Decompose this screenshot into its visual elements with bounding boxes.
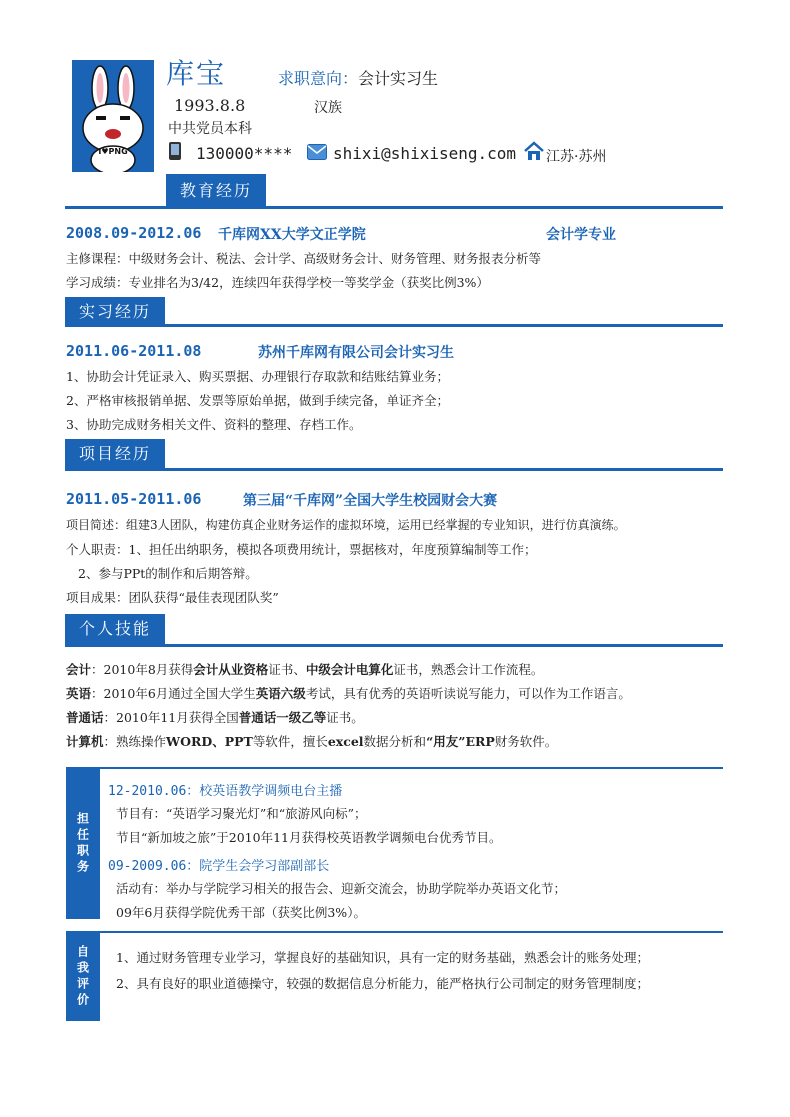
skill-separator: ： bbox=[103, 710, 117, 725]
education-period: 2008.09-2012.06 bbox=[66, 224, 202, 242]
project-item: 2、参与PPt的制作和后期答辩。 bbox=[78, 566, 258, 581]
position-entry-2 bbox=[108, 855, 329, 874]
skill-row-computer bbox=[66, 732, 557, 750]
section-divider bbox=[66, 931, 723, 933]
project-item: 个人职责：1、担任出纳职务，模拟各项费用统计，票据核对，年度预算编制等工作； bbox=[66, 542, 537, 557]
self-eval-line: 1、通过财务管理专业学习，掌握良好的基础知识，具有一定的财务基础，熟悉会计的账务处理； bbox=[116, 950, 649, 965]
project-item: 项目成果：团队获得“最佳表现团队奖” bbox=[66, 590, 279, 605]
section-divider bbox=[65, 644, 723, 647]
skill-highlight: WORD、PPT bbox=[166, 734, 253, 749]
phone-number: 130000**** bbox=[196, 144, 293, 163]
mail-icon bbox=[307, 144, 327, 160]
skill-highlight: excel bbox=[327, 734, 364, 749]
section-divider bbox=[66, 767, 723, 769]
positions-side-label: 担任职务 bbox=[66, 769, 100, 919]
skill-highlight: 英语六级 bbox=[255, 686, 306, 701]
internship-item: 1、协助会计凭证录入、购买票据、办理银行存取款和结账结算业务； bbox=[66, 369, 449, 384]
email-address[interactable]: shixi@shixiseng.com bbox=[333, 144, 517, 163]
job-intent-label: 求职意向： bbox=[278, 69, 359, 88]
position-title: 院学生会学习部副部长 bbox=[199, 859, 330, 874]
skill-text: 证书、 bbox=[268, 662, 306, 677]
skill-text: 考试，具有优秀的英语听读说写能力，可以作为工作语言。 bbox=[305, 686, 631, 701]
job-intent-value: 会计实习生 bbox=[358, 69, 439, 88]
self-eval-line: 2、具有良好的职业道德操守，较强的数据信息分析能力，能严格执行公司制定的财务管理制度； bbox=[116, 976, 649, 991]
section-title-internship: 实习经历 bbox=[65, 297, 165, 327]
position-detail: 09年6月获得学院优秀干部（获奖比例3%）。 bbox=[116, 905, 366, 920]
position-period: 09-2009.06 bbox=[108, 859, 187, 874]
project-name: 第三届“千库网”全国大学生校园财会大赛 bbox=[243, 493, 498, 509]
birth-date: 1993.8.8 bbox=[174, 96, 246, 115]
avatar bbox=[72, 60, 154, 172]
education-courses: 主修课程：中级财务会计、税法、会计学、高级财务会计、财务管理、财务报表分析等 bbox=[66, 251, 542, 266]
party-education: 中共党员本科 bbox=[168, 121, 252, 137]
position-separator: ： bbox=[186, 859, 200, 874]
position-detail: 活动有：举办与学院学习相关的报告会、迎新交流会，协助学院举办英语文化节； bbox=[116, 881, 567, 896]
section-title-project: 项目经历 bbox=[65, 439, 165, 469]
section-title-education: 教育经历 bbox=[166, 174, 266, 208]
skill-text: 等软件，擅长 bbox=[252, 734, 328, 749]
phone-icon bbox=[168, 141, 182, 161]
internship-item: 3、协助完成财务相关文件、资料的整理、存档工作。 bbox=[66, 417, 362, 432]
self-eval-side-label: 自我评价 bbox=[66, 933, 100, 1021]
education-school: 千库网XX大学文正学院 bbox=[218, 227, 366, 243]
position-separator: ： bbox=[186, 784, 200, 799]
internship-item: 2、严格审核报销单据、发票等原始单据，做到手续完备，单证齐全； bbox=[66, 393, 449, 408]
skill-row-accounting bbox=[66, 660, 543, 678]
education-grades: 学习成绩：专业排名为3/42，连续四年获得学校一等奖学金（获奖比例3%） bbox=[66, 275, 489, 290]
internship-company: 苏州千库网有限公司会计实习生 bbox=[258, 345, 454, 361]
position-detail: 节目“新加坡之旅”于2010年11月获得校英语教学调频电台优秀节目。 bbox=[116, 830, 502, 845]
skill-label: 普通话 bbox=[66, 710, 104, 725]
location: 江苏·苏州 bbox=[546, 149, 607, 165]
position-entry-1 bbox=[108, 780, 342, 799]
skill-label: 会计 bbox=[66, 662, 92, 677]
internship-period: 2011.06-2011.08 bbox=[66, 342, 202, 360]
skill-text: 证书，熟悉会计工作流程。 bbox=[393, 662, 544, 677]
position-title: 校英语教学调频电台主播 bbox=[199, 784, 343, 799]
skill-row-english bbox=[66, 684, 631, 702]
skill-highlight: “用友”ERP bbox=[426, 734, 495, 749]
rabbit-icon bbox=[72, 60, 154, 172]
skill-label: 计算机 bbox=[66, 734, 104, 749]
candidate-name: 库宝 bbox=[166, 57, 227, 90]
skill-text: 2010年11月获得全国 bbox=[116, 710, 239, 725]
skill-text: 2010年6月通过全国大学生 bbox=[103, 686, 256, 701]
skill-separator: ： bbox=[103, 734, 117, 749]
home-icon bbox=[523, 141, 545, 161]
skill-separator: ： bbox=[91, 686, 104, 701]
skill-row-mandarin bbox=[66, 708, 364, 726]
position-detail: 节目有：“英语学习聚光灯”和“旅游风向标”； bbox=[116, 806, 367, 821]
job-intent bbox=[278, 66, 438, 89]
skill-text: 财务软件。 bbox=[494, 734, 558, 749]
avatar-caption: I♥PNG bbox=[98, 147, 128, 156]
skill-highlight: 普通话一级乙等 bbox=[238, 710, 327, 725]
ethnicity: 汉族 bbox=[314, 100, 342, 116]
skill-text: 熟练操作 bbox=[116, 734, 167, 749]
project-period: 2011.05-2011.06 bbox=[66, 490, 202, 508]
skill-text: 2010年8月获得 bbox=[103, 662, 194, 677]
skill-separator: ： bbox=[91, 662, 104, 677]
skill-highlight: 中级会计电算化 bbox=[305, 662, 394, 677]
section-divider bbox=[65, 206, 723, 209]
project-item: 项目简述：组建3人团队，构建仿真企业财务运作的虚拟环境，运用已经掌握的专业知识，进行仿真演练。 bbox=[66, 518, 626, 532]
section-title-skills: 个人技能 bbox=[65, 614, 165, 644]
section-divider bbox=[65, 324, 723, 327]
education-major: 会计学专业 bbox=[546, 227, 616, 243]
position-period: 12-2010.06 bbox=[108, 784, 187, 799]
section-divider bbox=[65, 468, 723, 471]
skill-text: 证书。 bbox=[326, 710, 364, 725]
skill-text: 数据分析和 bbox=[363, 734, 427, 749]
skill-highlight: 会计从业资格 bbox=[193, 662, 269, 677]
skill-label: 英语 bbox=[66, 686, 92, 701]
